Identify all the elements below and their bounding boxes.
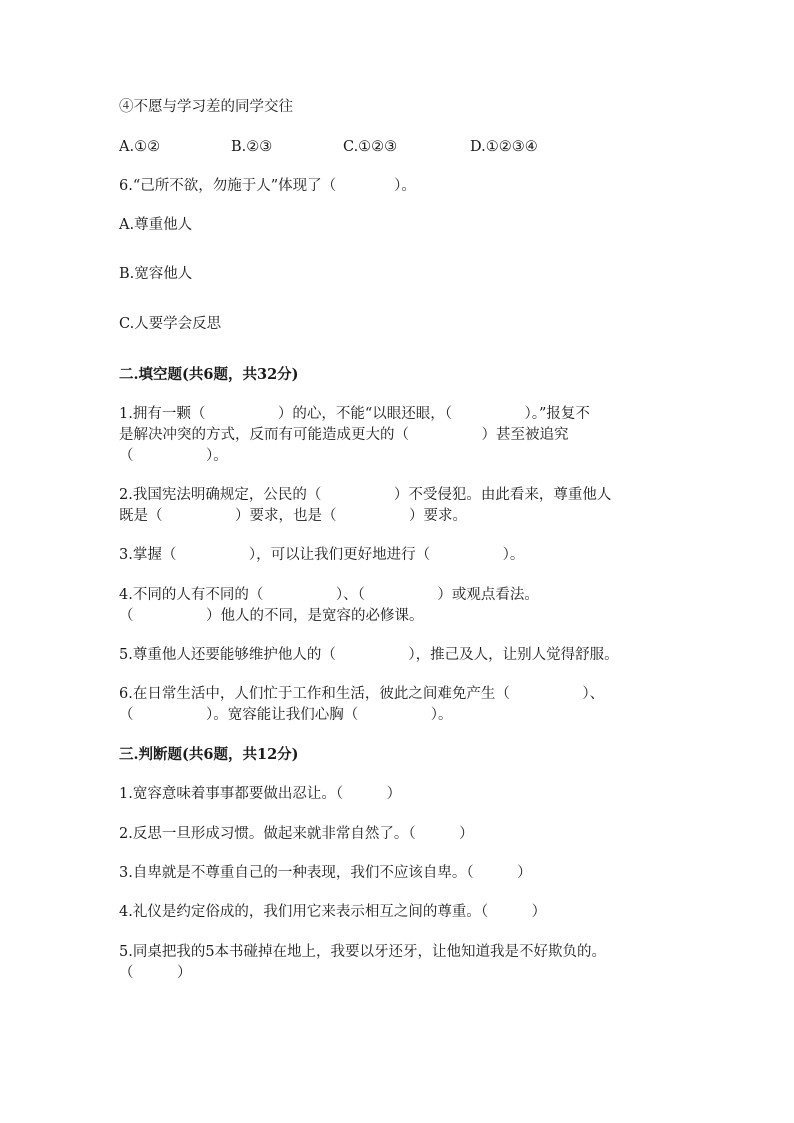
fill-q3: 3.掌握（ ），可以让我们更好地进行（ ）。 <box>119 547 525 563</box>
q6-stem: 6.“己所不欲，勿施于人”体现了（ ）。 <box>119 178 416 194</box>
fill-q5: 5.尊重他人还要能够维护他人的（ ），推己及人，让别人觉得舒服。 <box>119 647 619 663</box>
q5-option-item-4: ④不愿与学习差的同学交往 <box>119 99 293 115</box>
fill-q4-line1: 4.不同的人有不同的（ ）、（ ）或观点看法。 <box>119 587 539 603</box>
fill-q1-line3: （ ）。 <box>119 448 228 464</box>
q5-choice-a: A.①② <box>119 139 161 155</box>
judge-q5-line2: （ ） <box>119 965 192 981</box>
q6-choice-b: B.宽容他人 <box>119 266 193 282</box>
fill-q6-line1: 6.在日常生活中，人们忙于工作和生活，彼此之间难免产生（ ）、 <box>119 686 605 702</box>
fill-q2-line2: 既是（ ）要求，也是（ ）要求。 <box>119 508 467 524</box>
section3-heading: 三.判断题(共6题，共12分) <box>119 746 299 763</box>
q5-choice-c: C.①②③ <box>343 139 398 155</box>
q5-choice-b: B.②③ <box>231 139 273 155</box>
section2-heading: 二.填空题(共6题，共32分) <box>119 366 299 383</box>
fill-q2-line1: 2.我国宪法明确规定，公民的（ ）不受侵犯。由此看来，尊重他人 <box>119 487 612 503</box>
q5-choice-d: D.①②③④ <box>470 139 538 155</box>
judge-q5-line1: 5.同桌把我的5本书碰掉在地上，我要以牙还牙，让他知道我是不好欺负的。 <box>119 944 607 960</box>
fill-q1-line2: 是解决冲突的方式，反而有可能造成更大的（ ）甚至被追究 <box>119 427 569 443</box>
fill-q1-line1: 1.拥有一颗（ ）的心，不能“以眼还眼，（ ）。”报复不 <box>119 406 590 422</box>
judge-q4: 4.礼仪是约定俗成的，我们用它来表示相互之间的尊重。（ ） <box>119 904 547 920</box>
q6-choice-c: C.人要学会反思 <box>119 316 222 332</box>
judge-q3: 3.自卑就是不尊重自己的一种表现，我们不应该自卑。（ ） <box>119 865 532 881</box>
judge-q1: 1.宽容意味着事事都要做出忍让。（ ） <box>119 786 402 802</box>
fill-q6-line2: （ ）。宽容能让我们心胸（ ）。 <box>119 707 453 723</box>
q6-choice-a: A.尊重他人 <box>119 217 193 233</box>
fill-q4-line2: （ ）他人的不同，是宽容的必修课。 <box>119 608 424 624</box>
judge-q2: 2.反思一旦形成习惯。做起来就非常自然了。（ ） <box>119 826 474 842</box>
